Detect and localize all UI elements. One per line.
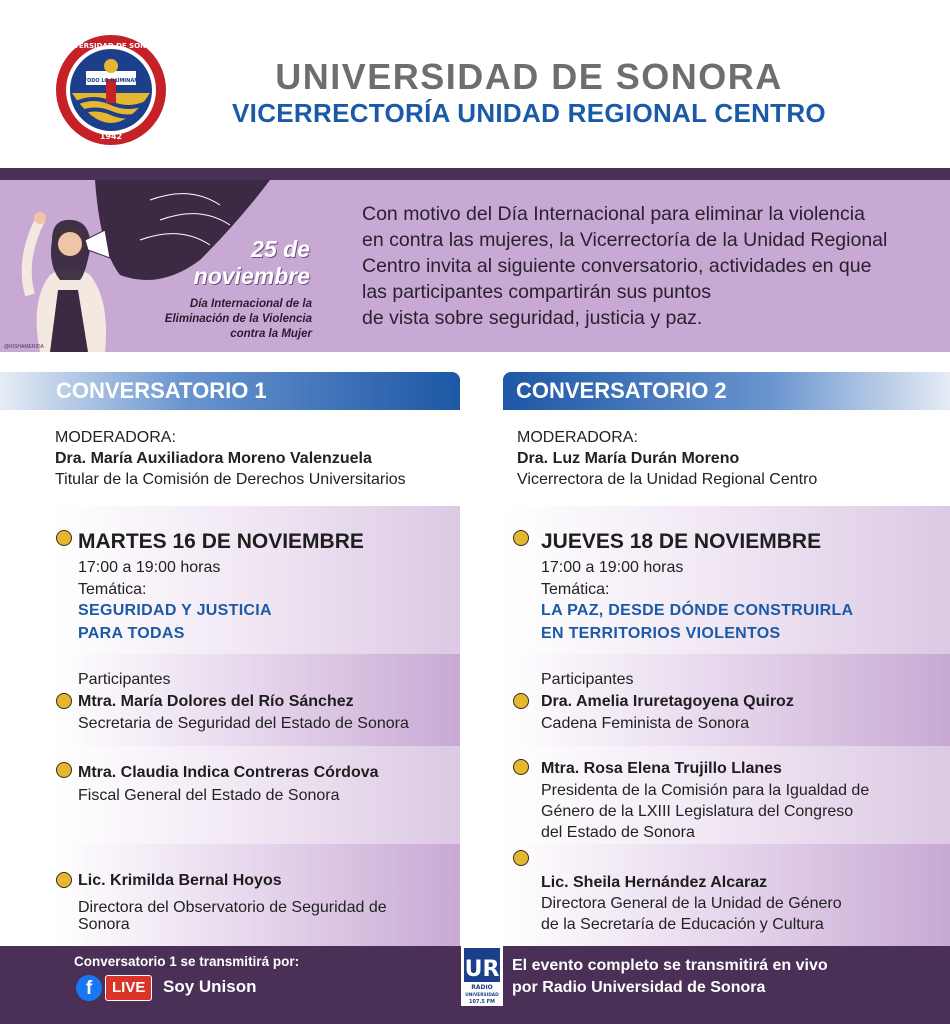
moderator-name: Dra. María Auxiliadora Moreno Valenzuela	[55, 450, 372, 467]
role-line: Directora General de la Unidad de Género	[541, 895, 842, 912]
footer-radio-line1: El evento completo se transmitirá en vivo	[512, 957, 828, 974]
role-line: Sonora	[78, 916, 130, 933]
bullet-dot	[513, 850, 529, 866]
conv2-theme-label: Temática:	[541, 581, 610, 598]
banner-credit: @RISHAMERIDA	[4, 344, 44, 350]
radio-logo-sub: UNIVERSIDAD	[465, 993, 499, 998]
conv1-participant-2-role: Fiscal General del Estado de Sonora	[78, 787, 340, 804]
conv2-date: JUEVES 18 DE NOVIEMBRE	[541, 530, 822, 553]
seal-year: 1942	[99, 132, 123, 141]
conv2-participant-3-name: Lic. Sheila Hernández Alcaraz	[541, 874, 768, 891]
banner-caption-line2: Eliminación de la Violencia	[164, 313, 312, 325]
seal-motto: TODO LO ILUMINAN	[83, 78, 139, 84]
footer-radio-text	[512, 955, 828, 999]
conv1-participants-label: Participantes	[78, 671, 171, 688]
banner-caption-line1: Día Internacional de la	[189, 298, 312, 310]
conversatorio-1-heading: CONVERSATORIO 1	[0, 372, 460, 410]
conv1-participant-1-role: Secretaria de Seguridad del Estado de Sonora	[78, 715, 409, 732]
conv1-date: MARTES 16 DE NOVIEMBRE	[78, 530, 364, 553]
banner-caption	[112, 297, 312, 342]
role-line: de la Secretaría de Educación y Cultura	[541, 916, 824, 933]
conv1-theme-line1: SEGURIDAD Y JUSTICIA	[78, 602, 272, 619]
moderator-label: MODERADORA:	[517, 429, 638, 446]
conv1-participant-3-name: Lic. Krimilda Bernal Hoyos	[78, 872, 282, 889]
conv2-participant-2-name: Mtra. Rosa Elena Trujillo Llanes	[541, 760, 782, 777]
conv1-moderator	[55, 427, 406, 490]
intro-banner	[0, 180, 950, 352]
moderator-label: MODERADORA:	[55, 429, 176, 446]
bullet-dot	[56, 693, 72, 709]
footer	[0, 946, 950, 1024]
conv1-theme	[78, 599, 272, 645]
conv2-theme-line1: LA PAZ, DESDE DÓNDE CONSTRUIRLA	[541, 602, 854, 619]
banner-caption-line3: contra la Mujer	[230, 328, 312, 340]
footer-radio-line2: por Radio Universidad de Sonora	[512, 979, 766, 996]
bullet-dot	[513, 759, 529, 775]
conv2-time: 17:00 a 19:00 horas	[541, 559, 684, 576]
conversatorio-2-heading: CONVERSATORIO 2	[503, 372, 950, 410]
page-subtitle: VICERRECTORÍA UNIDAD REGIONAL CENTRO	[232, 98, 826, 128]
intro-text-line: Centro invita al siguiente conversatorio, actividades en que	[362, 255, 872, 277]
seal-ring-text: UNIVERSIDAD DE SONORA	[59, 42, 163, 50]
moderator-role: Titular de la Comisión de Derechos Universitarios	[55, 471, 406, 488]
intro-text-line: en contra las mujeres, la Vicerrectoría de la Unidad Regional	[362, 229, 888, 251]
conv2-theme	[541, 599, 853, 645]
role-line: del Estado de Sonora	[541, 824, 695, 841]
bullet-dot	[513, 530, 529, 546]
intro-text	[362, 201, 922, 331]
radio-logo-letters: UR	[464, 957, 500, 982]
bullet-dot	[56, 530, 72, 546]
intro-text-line: de vista sobre seguridad, justicia y paz.	[362, 307, 703, 329]
header-divider	[0, 168, 950, 180]
conv2-participant-1-role: Cadena Feminista de Sonora	[541, 715, 750, 732]
facebook-icon[interactable]: f	[76, 975, 102, 1001]
banner-date-line2: noviembre	[193, 263, 310, 289]
conv1-participant-3-role	[78, 899, 387, 933]
footer-broadcast-label: Conversatorio 1 se transmitirá por:	[74, 954, 300, 969]
live-badge[interactable]: LIVE	[105, 975, 152, 1001]
banner-date-line1: 25 de	[251, 236, 310, 262]
conv1-participant-1-name: Mtra. María Dolores del Río Sánchez	[78, 693, 354, 710]
bullet-dot	[513, 693, 529, 709]
facebook-channel-name[interactable]: Soy Unison	[163, 977, 257, 996]
conv1-theme-line2: PARA TODAS	[78, 625, 185, 642]
moderator-role: Vicerrectora de la Unidad Regional Centro	[517, 471, 818, 488]
conv1-theme-label: Temática:	[78, 581, 147, 598]
conv2-theme-line2: EN TERRITORIOS VIOLENTOS	[541, 625, 781, 642]
radio-logo-frequency: 107.5 FM	[469, 999, 495, 1005]
conv2-participants-label: Participantes	[541, 671, 634, 688]
conv1-participant-2-name: Mtra. Claudia Indica Contreras Córdova	[78, 764, 379, 781]
conv2-participant-3-role	[541, 893, 842, 935]
bullet-dot	[56, 762, 72, 778]
conv2-participant-2-role	[541, 780, 869, 843]
header	[0, 0, 950, 168]
intro-text-line: Con motivo del Día Internacional para eliminar la violencia	[362, 203, 865, 225]
role-line: Género de la LXIII Legislatura del Congreso	[541, 803, 854, 820]
bullet-dot	[56, 872, 72, 888]
page-title: UNIVERSIDAD DE SONORA	[275, 56, 783, 97]
conv1-time: 17:00 a 19:00 horas	[78, 559, 221, 576]
moderator-name: Dra. Luz María Durán Moreno	[517, 450, 740, 467]
radio-universidad-logo	[461, 946, 503, 1006]
intro-text-line: las participantes compartirán sus puntos	[362, 281, 712, 303]
conv2-moderator	[517, 427, 817, 490]
conv2-participant-1-name: Dra. Amelia Iruretagoyena Quiroz	[541, 693, 794, 710]
banner-date	[194, 236, 310, 290]
role-line: Presidenta de la Comisión para la Igualdad de	[541, 782, 870, 799]
radio-logo-sub: RADIO	[471, 984, 493, 991]
role-line: Directora del Observatorio de Seguridad de	[78, 899, 387, 916]
